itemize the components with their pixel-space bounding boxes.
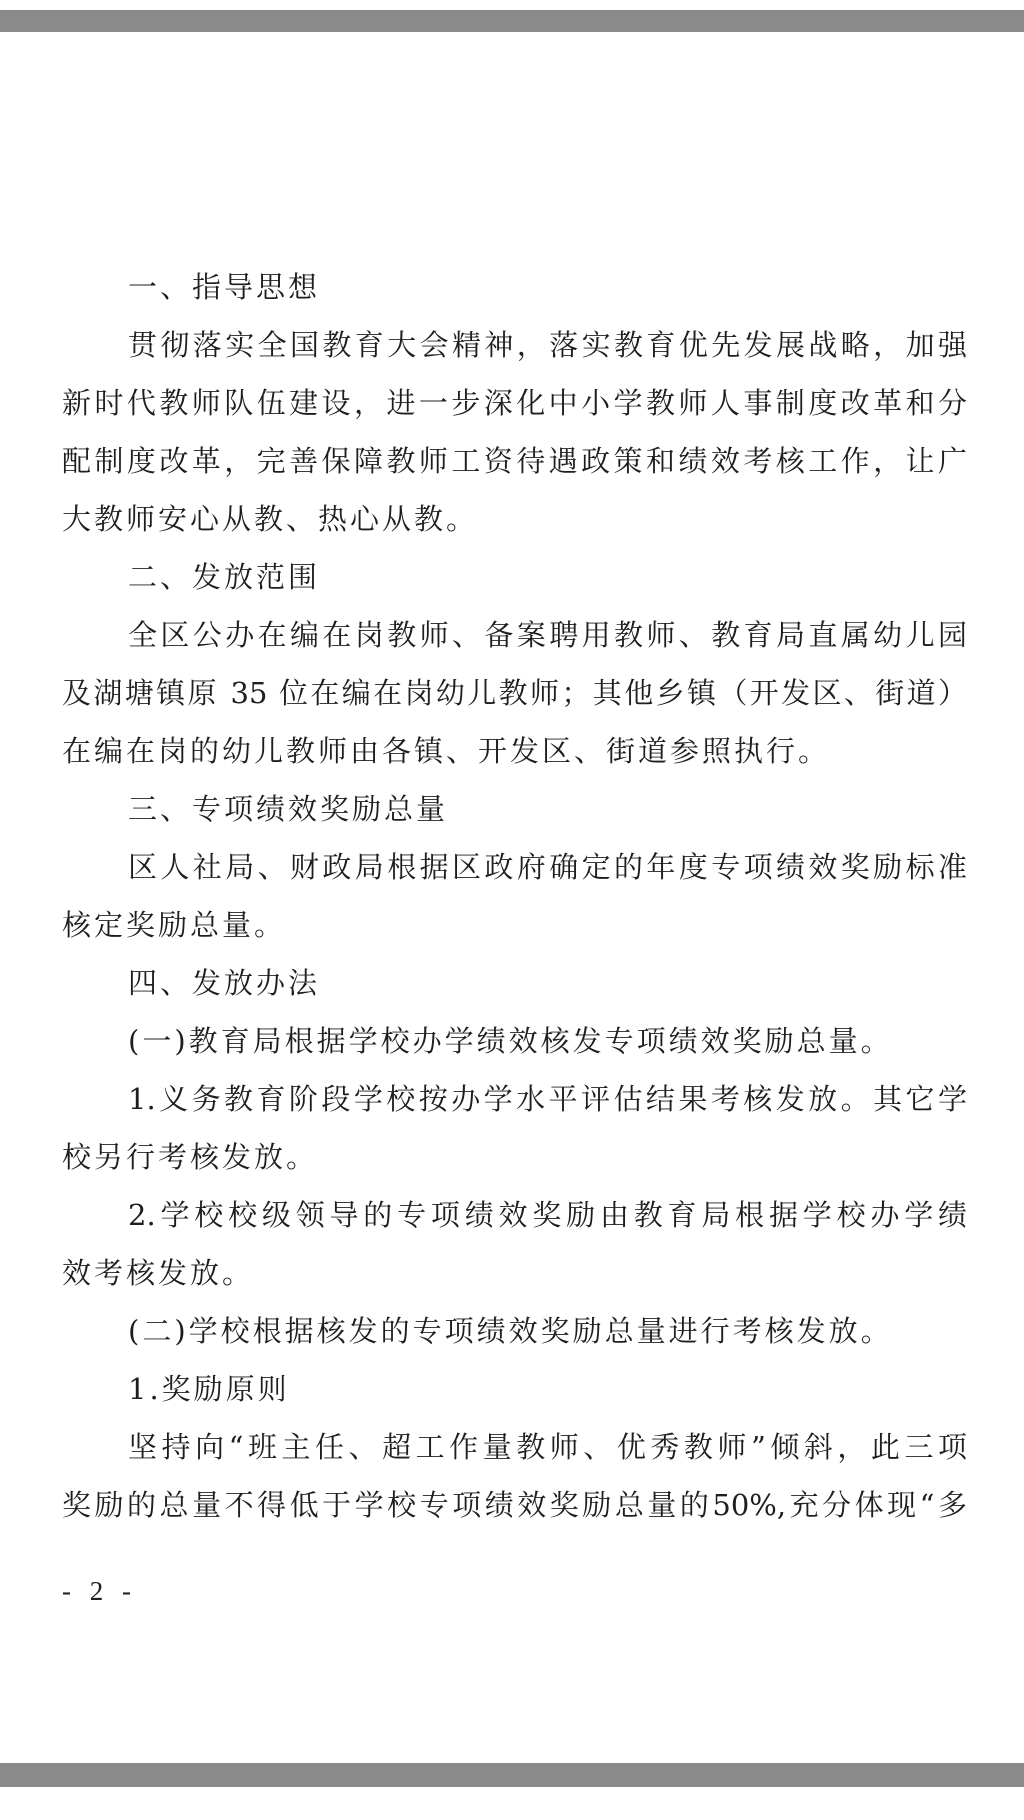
- paragraph-line: 新时代教师队伍建设，进一步深化中小学教师人事制度改革和分: [62, 386, 967, 420]
- page-number: - 2 -: [62, 1576, 137, 1606]
- paragraph-line: 全区公办在编在岗教师、备案聘用教师、教育局直属幼儿园: [128, 618, 967, 652]
- paragraph-line: 区人社局、财政局根据区政府确定的年度专项绩效奖励标准: [128, 850, 967, 884]
- paragraph-line: 校另行考核发放。: [62, 1140, 319, 1174]
- subsection-heading-1: (一)教育局根据学校办学绩效核发专项绩效奖励总量。: [128, 1024, 893, 1058]
- bottom-bar: [0, 1763, 1024, 1787]
- paragraph-line: 2.学校校级领导的专项绩效奖励由教育局根据学校办学绩: [128, 1198, 967, 1232]
- subsection-heading-2: (二)学校根据核发的专项绩效奖励总量进行考核发放。: [128, 1314, 893, 1348]
- paragraph-line: 1.义务教育阶段学校按办学水平评估结果考核发放。其它学: [128, 1082, 967, 1116]
- top-bar: [0, 10, 1024, 32]
- paragraph-line: 效考核发放。: [62, 1256, 255, 1290]
- document-body: [62, 258, 967, 1534]
- paragraph-line: 大教师安心从教、热心从教。: [62, 502, 479, 536]
- paragraph-line: 奖励的总量不得低于学校专项绩效奖励总量的50%,充分体现“多: [62, 1488, 967, 1522]
- paragraph-line: 贯彻落实全国教育大会精神，落实教育优先发展战略，加强: [128, 328, 967, 362]
- paragraph-line: 坚持向“班主任、超工作量教师、优秀教师”倾斜，此三项: [128, 1430, 967, 1464]
- paragraph-line: 在编在岗的幼儿教师由各镇、开发区、街道参照执行。: [62, 734, 831, 768]
- paragraph-line: 及湖塘镇原 35 位在编在岗幼儿教师；其他乡镇（开发区、街道）: [62, 676, 967, 710]
- sub-item-heading: 1.奖励原则: [128, 1372, 290, 1406]
- section-heading-3: 三、专项绩效奖励总量: [128, 792, 449, 826]
- section-heading-4: 四、发放办法: [128, 966, 321, 1000]
- paragraph-line: 核定奖励总量。: [62, 908, 287, 942]
- paragraph-line: 配制度改革，完善保障教师工资待遇政策和绩效考核工作，让广: [62, 444, 967, 478]
- section-heading-1: 一、指导思想: [128, 270, 321, 304]
- section-heading-2: 二、发放范围: [128, 560, 321, 594]
